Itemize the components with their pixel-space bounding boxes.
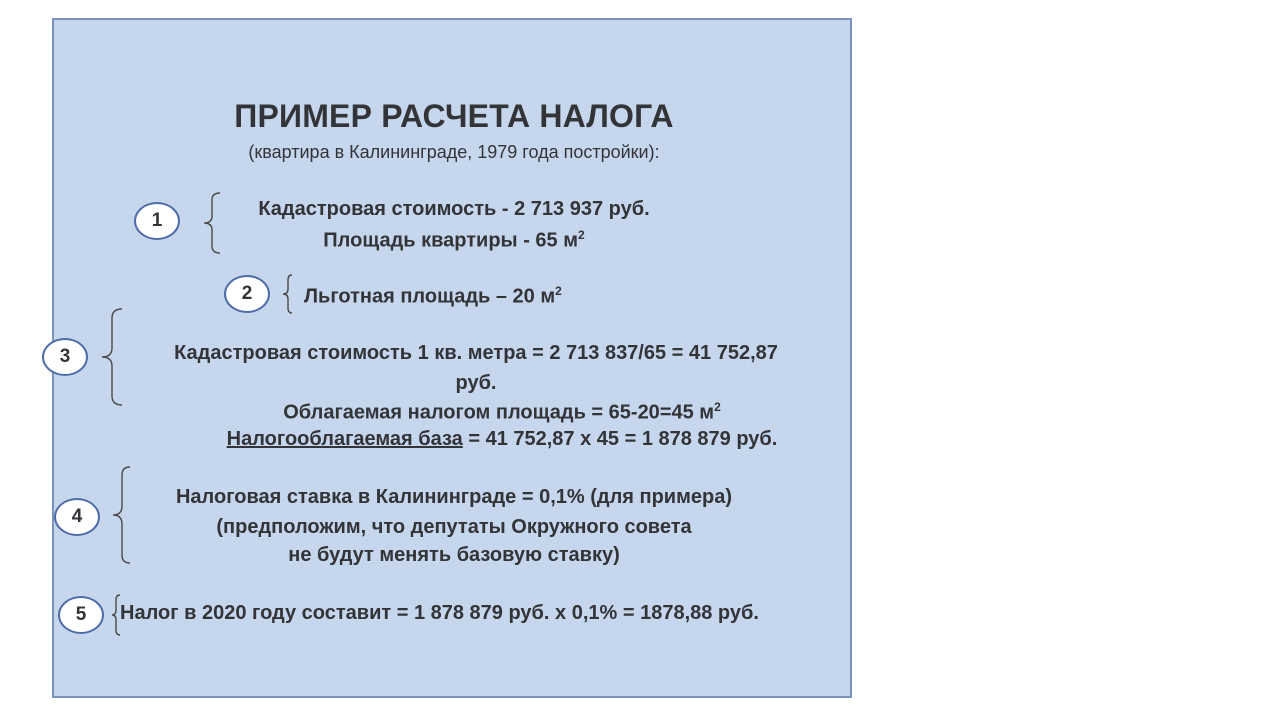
step-4-tax-rate: Налоговая ставка в Калининграде = 0,1% (для примера) xyxy=(175,486,733,508)
step-4-assumption: (предположим, что депутаты Окружного совета xyxy=(216,516,692,538)
step-3-currency-suffix: руб. xyxy=(455,372,497,394)
step-1-cadastral-value: Кадастровая стоимость - 2 713 937 руб. xyxy=(258,198,650,220)
step-4-brace-icon xyxy=(108,466,132,564)
page-title: ПРИМЕР РАСЧЕТА НАЛОГА xyxy=(234,98,674,134)
step-5-badge: 5 xyxy=(58,596,104,634)
step-3-taxable-area: Облагаемая налогом площадь = 65-20=45 $м^2$ xyxy=(283,400,721,424)
step-2-preferential-area: Льготная площадь – 20 $м^2$ xyxy=(304,284,562,308)
step-4-badge: 4 xyxy=(54,498,100,536)
step-3-brace-icon xyxy=(94,308,126,406)
step-5-tax-total: Налог в 2020 году составит = 1 878 879 руб. х 0,1% = 1878,88 руб. xyxy=(120,602,759,624)
step-4-assumption-cont: не будут менять базовую ставку) xyxy=(288,544,620,566)
step-2-brace-icon xyxy=(280,274,294,314)
step-2-badge: 2 xyxy=(224,275,270,313)
step-3-cost-per-sqm: Кадастровая стоимость 1 кв. метра = 2 713 837/65 = 41 752,87 xyxy=(174,342,778,364)
step-1-brace-icon xyxy=(200,192,224,254)
page-subtitle: (квартира в Калининграде, 1979 года постройки): xyxy=(248,142,660,162)
tax-base-label: Налогооблагаемая база xyxy=(226,428,463,450)
step-3-tax-base: Налогооблагаемая база = 41 752,87 х 45 = 1 878 879 руб. xyxy=(226,428,778,450)
slide-panel xyxy=(52,18,852,698)
step-1-badge: 1 xyxy=(134,202,180,240)
step-3-badge: 3 xyxy=(42,338,88,376)
step-1-apartment-area: Площадь квартиры - 65 $м^2$ xyxy=(323,228,585,252)
